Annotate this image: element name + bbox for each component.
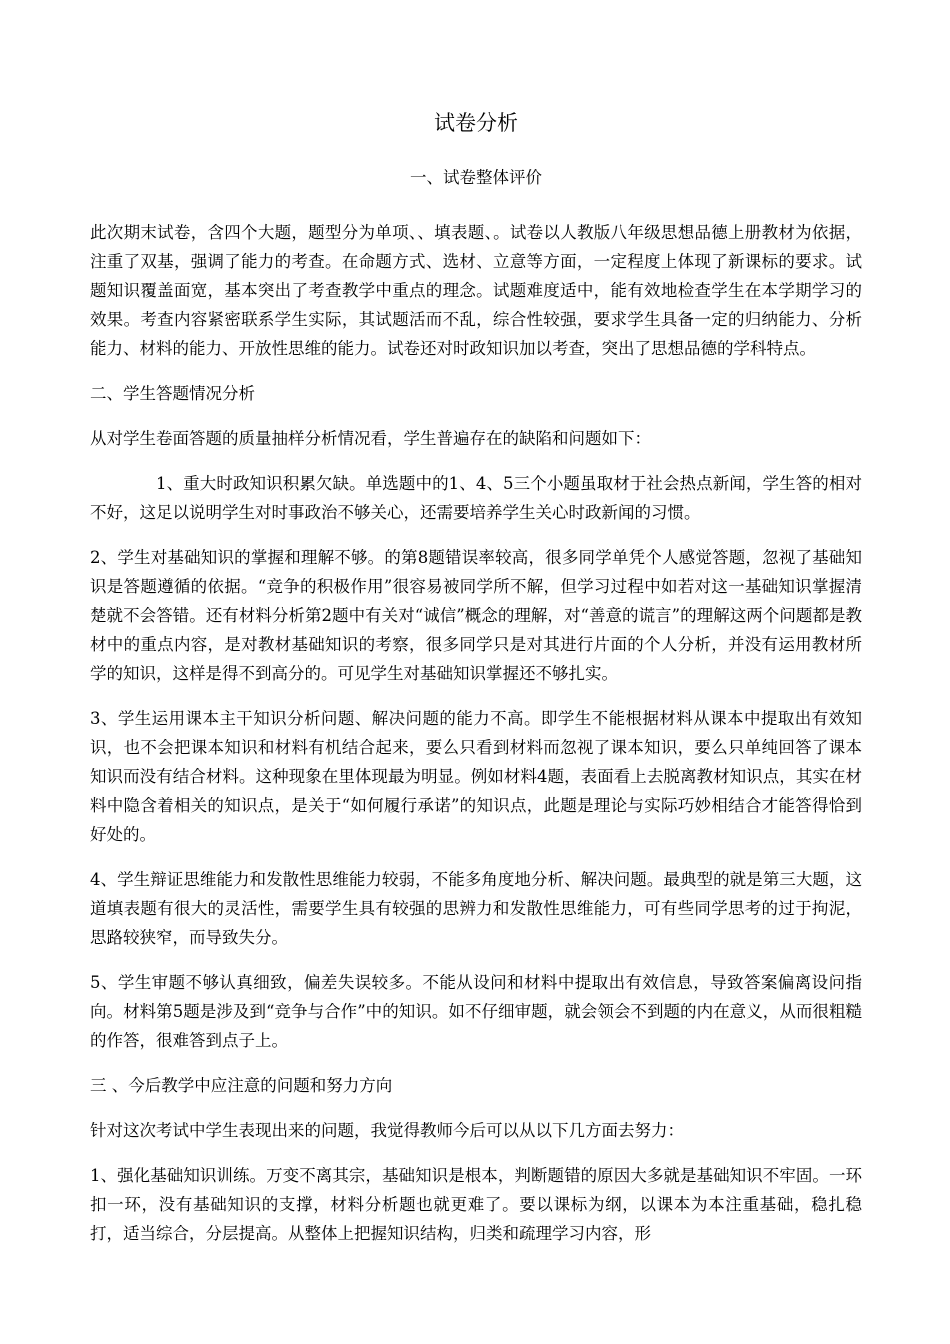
list-item-problem-5: 5、学生审题不够认真细致，偏差失误较多。不能从设问和材料中提取出有效信息，导致答案偏离设问指向。材料第5题是涉及到“竞争与合作”中的知识。如不仔细审题，就会领会不到题的内在意义，从而很粗糙的作答，很难答到点子上。	[90, 973, 862, 1050]
list-item-direction-1: 1、强化基础知识训练。万变不离其宗，基础知识是根本，判断题错的原因大多就是基础知识不牢固。一环扣一环，没有基础知识的支撑，材料分析题也就更难了。要以课标为纲，以课本为本注重基础，稳扎稳打，适当综合，分层提高。从整体上把握知识结构，归类和疏理学习内容，形	[90, 1166, 862, 1243]
list-item-problem-4: 4、学生辩证思维能力和发散性思维能力较弱，不能多角度地分析、解决问题。最典型的就是第三大题，这道填表题有很大的灵活性，需要学生具有较强的思辨力和发散性思维能力，可有些同学思考的过于拘泥，思路较狭窄，而导致失分。	[90, 870, 862, 947]
section-heading-overall-evaluation: 一、试卷整体评价	[410, 168, 542, 187]
section-heading-future-teaching: 三 、今后教学中应注意的问题和努力方向	[90, 1076, 393, 1095]
list-item-problem-3: 3、学生运用课本主干知识分析问题、解决问题的能力不高。即学生不能根据材料从课本中提取出有效知识，也不会把课本知识和材料有机结合起来，要么只看到材料而忽视了课本知识，要么只单纯回答了课本知识而没有结合材料。这种现象在里体现最为明显。例如材料4题，表面看上去脱离教材知识点，其实在材料中隐含着相关的知识点，是关于“如何履行承诺”的知识点，此题是理论与实际巧妙相结合才能答得恰到好处的。	[90, 709, 862, 844]
section-heading-answer-analysis: 二、学生答题情况分析	[90, 384, 255, 403]
list-item-problem-1: 1、重大时政知识积累欠缺。单选题中的1、4、5三个小题虽取材于社会热点新闻，学生答的相对不好，这足以说明学生对时事政治不够关心，还需要培养学生关心时政新闻的习惯。	[90, 474, 862, 522]
paragraph-future-teaching-intro: 针对这次考试中学生表现出来的问题，我觉得教师今后可以从以下几方面去努力：	[90, 1121, 684, 1140]
paragraph-answer-analysis-intro: 从对学生卷面答题的质量抽样分析情况看，学生普遍存在的缺陷和问题如下：	[90, 429, 651, 448]
document-title: 试卷分析	[434, 111, 518, 135]
paragraph-overall-evaluation: 此次期末试卷，含四个大题，题型分为单项、、填表题、。试卷以人教版八年级思想品德上册教材为依据，注重了双基，强调了能力的考查。在命题方式、选材、立意等方面，一定程度上体现了新课标的要求。试题知识覆盖面宽，基本突出了考查教学中重点的理念。试题难度适中，能有效地检查学生在本学期学习的效果。考查内容紧密联系学生实际，其试题活而不乱，综合性较强，要求学生具备一定的归纳能力、分析能力、材料的能力、开放性思维的能力。试卷还对时政知识加以考查，突出了思想品德的学科特点。	[90, 223, 862, 358]
list-item-problem-2: 2、学生对基础知识的掌握和理解不够。的第8题错误率较高，很多同学单凭个人感觉答题，忽视了基础知识是答题遵循的依据。“竞争的积极作用”很容易被同学所不解，但学习过程中如若对这一基础知识掌握清楚就不会答错。还有材料分析第2题中有关对“诚信”概念的理解，对“善意的谎言”的理解这两个问题都是教材中的重点内容，是对教材基础知识的考察，很多同学只是对其进行片面的个人分析，并没有运用教材所学的知识，这样是得不到高分的。可见学生对基础知识掌握还不够扎实。	[90, 548, 862, 683]
